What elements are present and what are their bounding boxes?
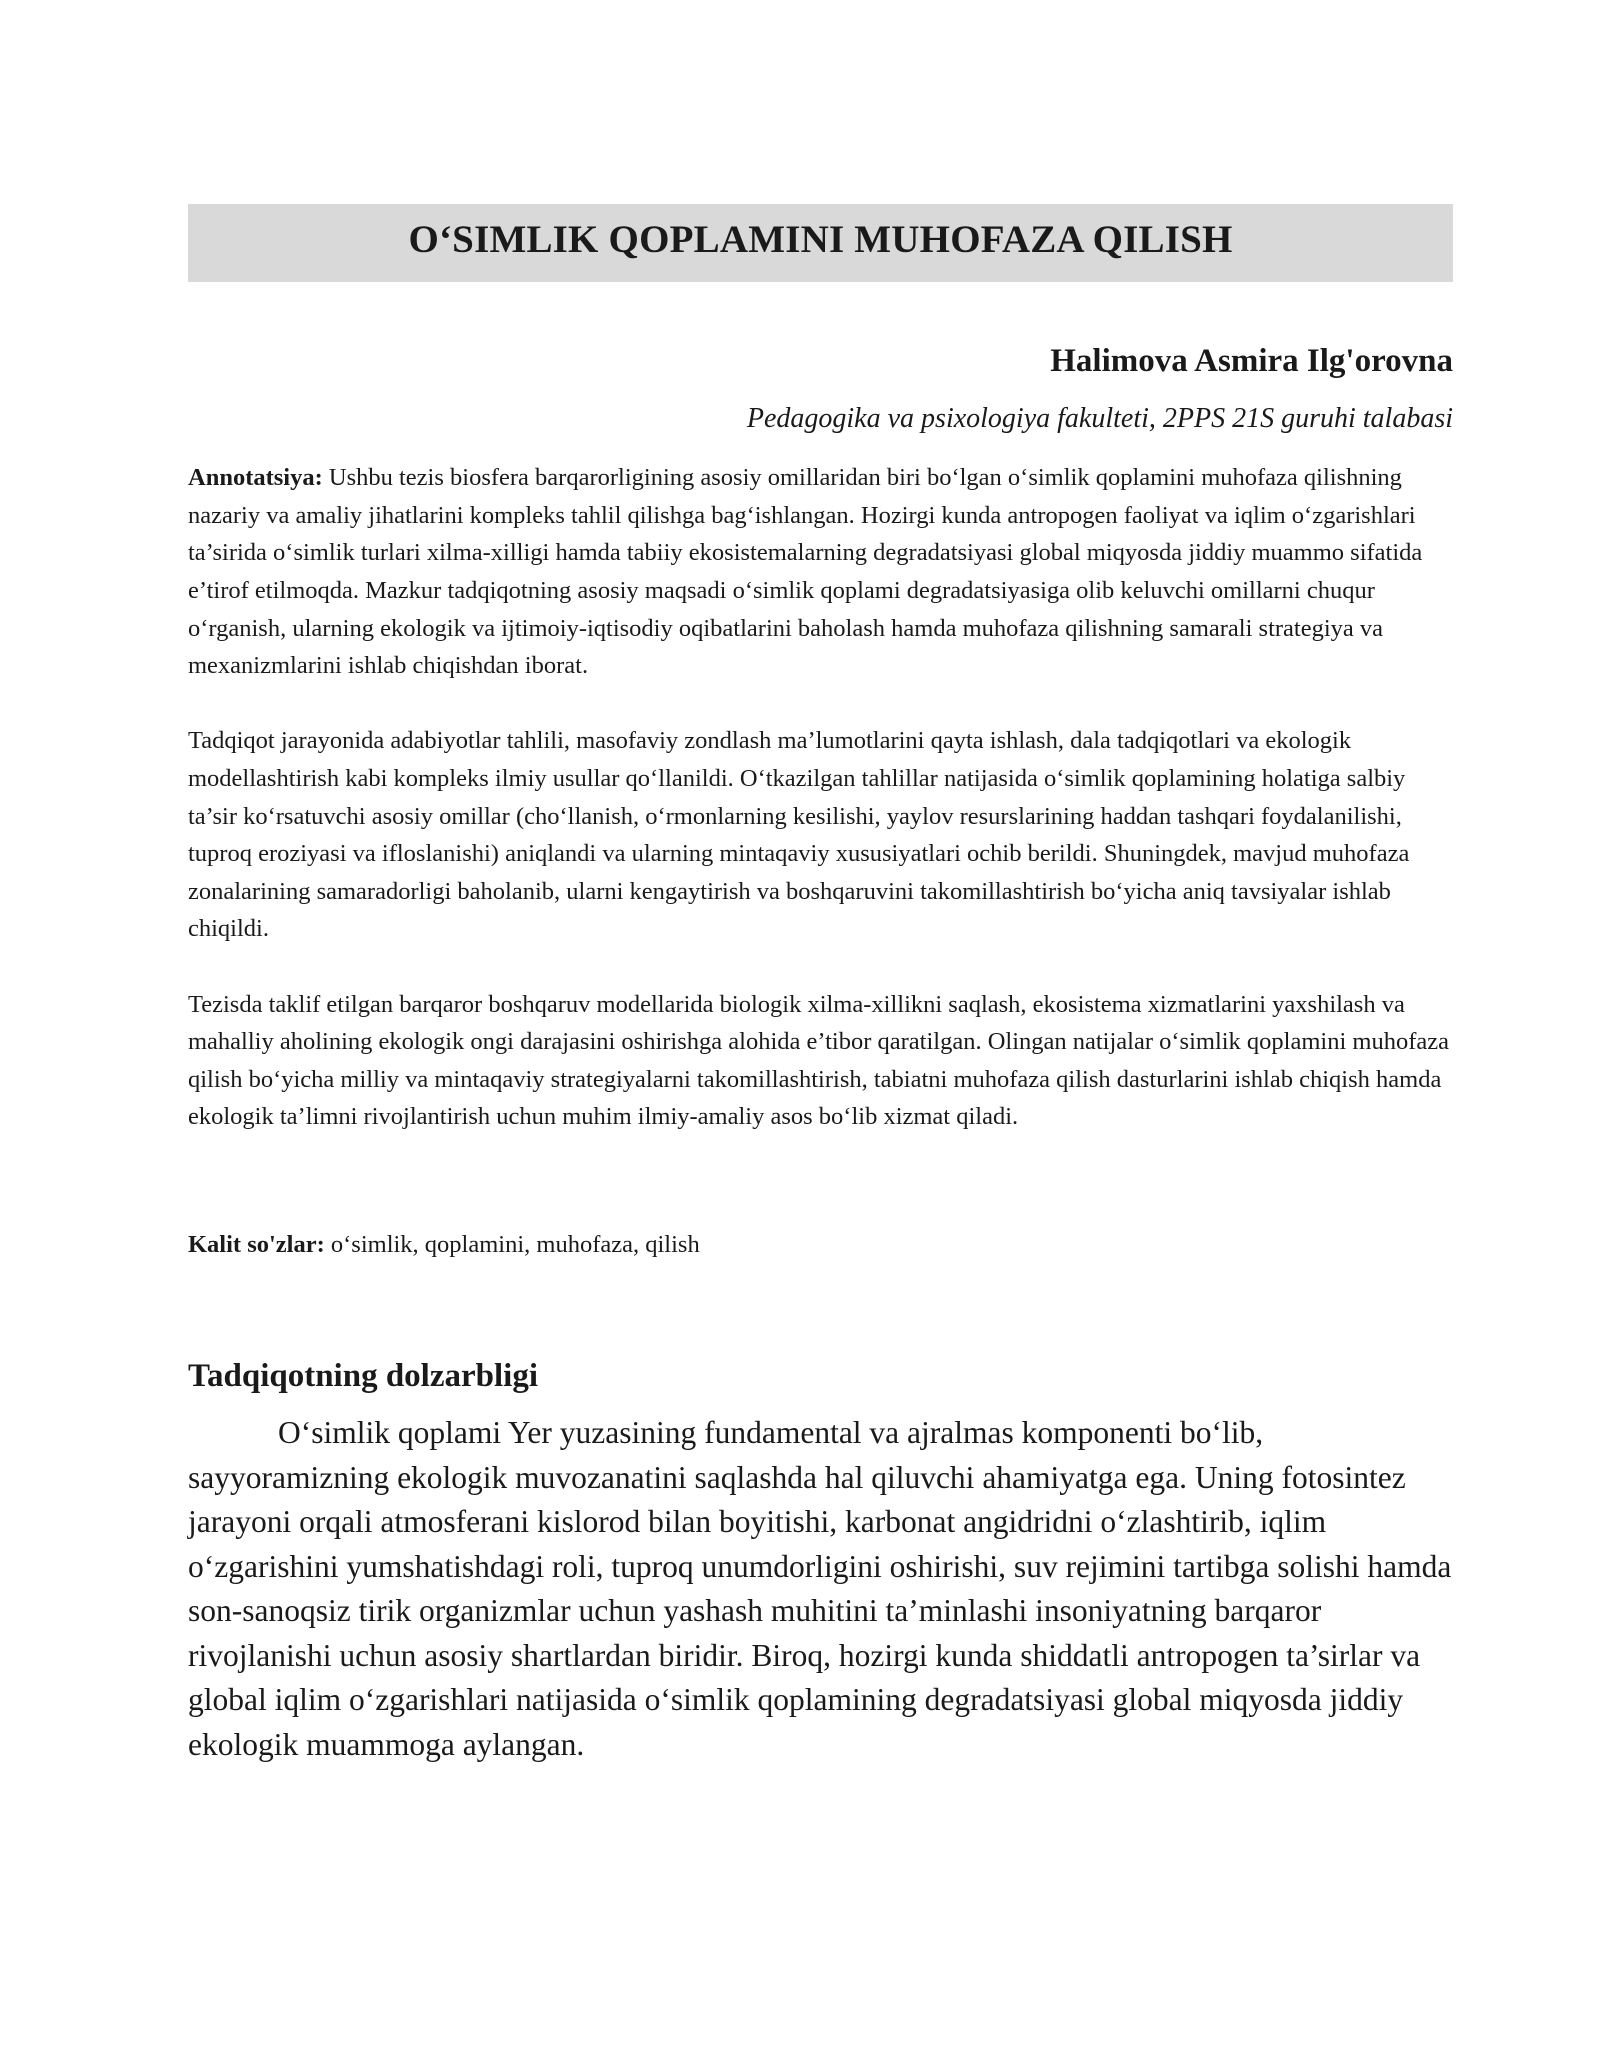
author-name: Halimova Asmira Ilg'orovna	[1050, 343, 1453, 379]
abstract-paragraph-2: Tadqiqot jarayonida adabiyotlar tahlili, masofaviy zondlash ma’lumotlarini qayta ishlash, dala tadqiqotlari va ekologik modellashtirish kabi kompleks ilmiy usullar qo‘llanildi. O‘tkazilgan tahlillar natijasida o‘simlik qoplamining holatiga salbiy ta’sir ko‘rsatuvchi asosiy omillar (cho‘llanish, o‘rmonlarning kesilishi, yaylov resurslarining haddan tashqari foydalanilishi, tuproq eroziyasi va ifloslanishi) aniqlandi va ularning mintaqaviy xususiyatlari ochib berildi. Shuningdek, mavjud muhofaza zonalarining samaradorligi baholanib, ularni kengaytirish va boshqaruvini takomillashtirish bo‘yicha aniq tavsiyalar ishlab chiqildi.	[188, 727, 1410, 943]
keywords	[188, 1226, 1453, 1264]
title-band	[188, 204, 1453, 282]
abstract-label: Annotatsiya:	[188, 464, 323, 492]
abstract	[188, 459, 1453, 1136]
section-paragraph-1: O‘simlik qoplami Yer yuzasining fundamental va ajralmas komponenti bo‘lib, sayyoramizning ekologik muvozanatini saqlashda hal qiluvchi ahamiyatga ega. Uning fotosintez jarayoni orqali atmosferani kislorod bilan boyitishi, karbonat angidridni o‘zlashtirib, iqlim o‘zgarishini yumshatishdagi roli, tuproq unumdorligini oshirishi, suv rejimini tartibga solishi hamda son-sanoqsiz tirik organizmlar uchun yashash muhitini ta’minlashi insoniyatning barqaror rivojlanishi uchun asosiy shartlardan biridir. Biroq, hozirgi kunda shiddatli antropogen ta’sirlar va global iqlim o‘zgarishlari natijasida o‘simlik qoplamining degradatsiyasi global miqyosda jiddiy ekologik muammoga aylangan.	[188, 1415, 1452, 1762]
author-affiliation: Pedagogika va psixologiya fakulteti, 2PPS 21S guruhi talabasi	[746, 402, 1453, 434]
abstract-paragraph-1	[188, 459, 1453, 685]
keywords-label: Kalit so'zlar:	[188, 1230, 325, 1258]
abstract-paragraph-3: Tezisda taklif etilgan barqaror boshqaruv modellarida biologik xilma-xillikni saqlash, ekosistema xizmatlarini yaxshilash va mahalliy aholining ekologik ongi darajasini oshirishga alohida e’tibor qaratilgan. Olingan natijalar o‘simlik qoplamini muhofaza qilish bo‘yicha milliy va mintaqaviy strategiyalarni takomillashtirish, tabiatni muhofaza qilish dasturlarini ishlab chiqish hamda ekologik ta’limni rivojlantirish uchun muhim ilmiy-amaliy asos bo‘lib xizmat qiladi.	[188, 990, 1449, 1131]
abstract-text-1: Ushbu tezis biosfera barqarorligining asosiy omillaridan biri bo‘lgan o‘simlik qoplamini muhofaza qilishning nazariy va amaliy jihatlarini kompleks tahlil qilishga bag‘ishlangan. Hozirgi kunda antropogen faoliyat va iqlim o‘zgarishlari ta’sirida o‘simlik turlari xilma-xilligi hamda tabiiy ekosistemalarning degradatsiyasi global miqyosda jiddiy muammo sifatida e’tirof etilmoqda. Mazkur tadqiqotning asosiy maqsadi o‘simlik qoplami degradatsiyasiga olib keluvchi omillarni chuqur o‘rganish, ularning ekologik va ijtimoiy-iqtisodiy oqibatlarini baholash hamda muhofaza qilishning samarali strategiya va mexanizmlarini ishlab chiqishdan iborat.	[188, 464, 1423, 680]
document-page	[188, 204, 1453, 1767]
section-heading: Tadqiqotning dolzarbligi	[188, 1358, 538, 1395]
paper-title: O‘SIMLIK QOPLAMINI MUHOFAZA QILISH	[408, 217, 1233, 261]
keywords-text: o‘simlik, qoplamini, muhofaza, qilish	[324, 1230, 700, 1258]
